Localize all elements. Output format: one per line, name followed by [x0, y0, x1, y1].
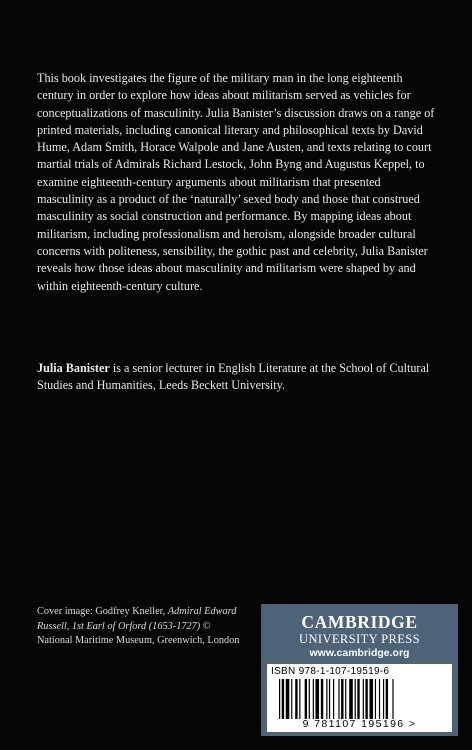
- publisher-press: UNIVERSITY PRESS: [299, 632, 420, 646]
- barcode-bar: [357, 679, 359, 719]
- barcode-bar: [309, 679, 310, 719]
- barcode-bar: [345, 679, 346, 719]
- barcode-bar: [299, 679, 300, 719]
- author-name: Julia Banister: [37, 361, 110, 375]
- barcode-icon: [279, 679, 439, 719]
- barcode-bar: [355, 679, 356, 719]
- author-bio-text: is a senior lecturer in English Literature at the School of Cultural Studies and Humanities, Leeds Beckett University.: [37, 361, 430, 393]
- barcode-bar: [379, 679, 380, 719]
- barcode-bar: [282, 679, 284, 719]
- author-bio: [37, 360, 437, 395]
- barcode-bar: [295, 679, 297, 719]
- barcode-bar: [313, 679, 314, 719]
- barcode-bar: [329, 679, 330, 719]
- barcode-bar: [315, 679, 319, 719]
- publisher-url: www.cambridge.org: [309, 647, 410, 659]
- isbn-label: ISBN 978-1-107-19519-6: [271, 666, 390, 677]
- barcode-bar: [365, 679, 367, 719]
- barcode-bar: [392, 679, 393, 719]
- barcode-bar: [326, 679, 327, 719]
- barcode-bar: [286, 679, 290, 719]
- barcode-bar: [321, 679, 323, 719]
- barcode-box: [267, 664, 452, 732]
- barcode-bar: [369, 679, 373, 719]
- barcode-bar: [375, 679, 376, 719]
- barcode-bar: [349, 679, 353, 719]
- barcode-bar: [338, 679, 339, 719]
- barcode-bar: [333, 679, 334, 719]
- blurb-paragraph: This book investigates the figure of the military man in the long eighteenth century in order to explore how ideas about militarism served as vehicles for conceptualizations of masculinity. Julia Banister’s discussion draws on a range of printed materials, including canonical literary and philosophical texts by David Hume, Adam Smith, Horace Walpole and Jane Austen, and texts relating to court martial trials of Admirals Richard Lestock, John Byng and Augustus Keppel, to examine eighteenth-century arguments about militarism that presented masculinity as a product of the ‘naturally’ sexed body and those that construed masculinity as social construction and performance. By mapping ideas about militarism, including professionalism and heroism, alongside broader cultural concerns with politeness, sensibility, the gothic past and celebrity, Julia Banister reveals how those ideas about masculinity and militarism were shaped by and within eighteenth-century culture.: [37, 71, 435, 293]
- barcode-bar: [386, 679, 388, 719]
- barcode-bar: [279, 679, 280, 719]
- barcode-bar: [341, 679, 343, 719]
- credit-artwork-title: Admiral Edward Russell, 1st Earl of Orford (1653-1727): [37, 606, 237, 632]
- publisher-name: CAMBRIDGE: [301, 612, 418, 632]
- barcode-bar: [291, 679, 292, 719]
- cover-image-credit: [37, 605, 242, 649]
- credit-prefix: Cover image: Godfrey Kneller,: [37, 606, 168, 617]
- barcode-digits: 9 781107 195196 >: [302, 718, 417, 730]
- barcode-bar: [383, 679, 384, 719]
- credit-suffix: © National Maritime Museum, Greenwich, London: [37, 620, 240, 647]
- publisher-panel: [261, 604, 458, 736]
- barcode-bar: [305, 679, 307, 719]
- barcode-bar: [363, 679, 364, 719]
